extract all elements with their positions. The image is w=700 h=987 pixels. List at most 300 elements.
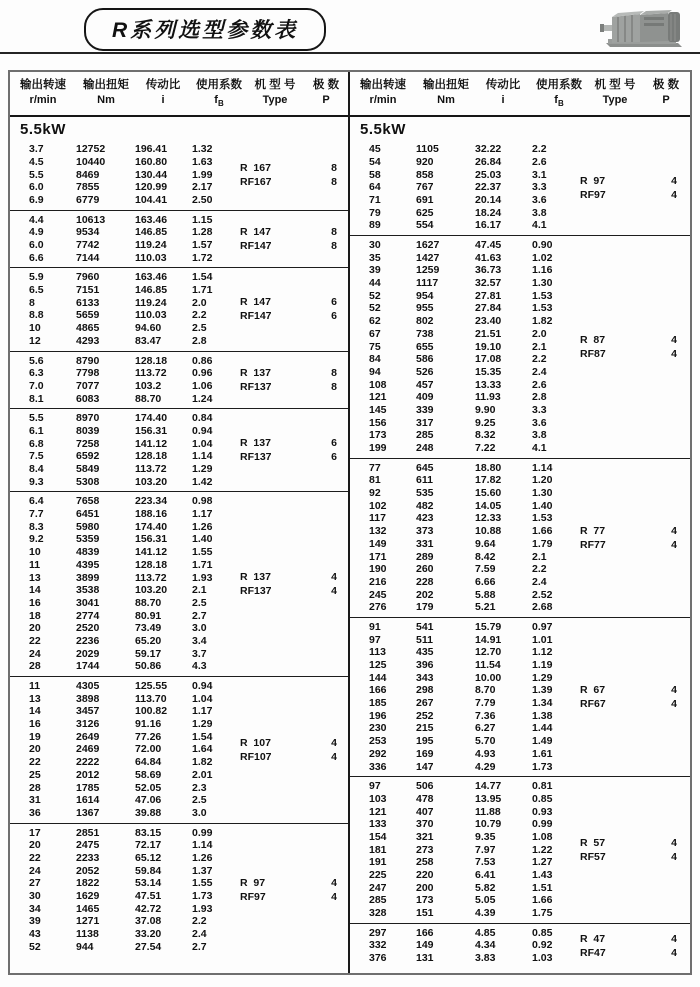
speed-cell: 36 [29,806,41,819]
speed-cell: 13 [29,571,41,584]
model-type-line: R 107 [240,736,271,749]
ratio-cell: 110.03 [135,251,167,264]
speed-cell: 132 [369,525,387,538]
torque-cell: 7960 [76,271,100,284]
speed-cell: 336 [369,760,387,773]
table-row [10,380,348,393]
service-factor-cell: 0.99 [192,826,213,839]
speed-cell: 94 [369,365,381,378]
torque-cell: 373 [416,525,434,538]
pole-count [668,836,680,864]
speed-cell: 156 [369,416,387,429]
torque-cell: 1465 [76,902,100,915]
service-factor-cell: 1.17 [192,705,213,718]
torque-cell: 260 [416,563,434,576]
model-type-line: RF147 [240,310,272,323]
model-type [240,295,272,323]
model-type-line: RF167 [240,175,272,188]
torque-cell: 396 [416,659,434,671]
torque-cell: 179 [416,601,434,614]
col-model [588,78,642,110]
service-factor-cell: 2.17 [192,181,213,194]
service-factor-cell: 1.19 [532,659,553,671]
speed-cell: 113 [369,646,386,659]
table-row [350,646,690,659]
ratio-cell: 88.70 [135,392,162,405]
pole-count-line: 4 [331,877,337,889]
service-factor-cell: 1.15 [192,213,213,226]
torque-cell: 457 [416,378,434,391]
service-factor-cell: 2.7 [192,940,207,953]
model-type [240,876,266,904]
model-type-line: R 97 [240,877,266,889]
service-factor-cell: 1.34 [532,697,553,710]
speed-cell: 166 [369,684,387,697]
torque-cell: 611 [416,474,433,487]
table-row [10,622,348,635]
torque-cell: 423 [416,512,434,525]
torque-cell: 511 [416,633,433,646]
speed-cell: 25 [29,768,41,781]
speed-cell: 84 [369,353,381,366]
torque-cell: 149 [416,939,434,952]
ratio-cell: 26.84 [475,155,502,168]
service-factor-cell: 1.54 [192,730,213,743]
torque-cell: 6083 [76,392,100,405]
model-type [240,366,272,394]
table-row [10,271,348,284]
ratio-cell: 7.22 [475,442,496,454]
pole-count [668,932,680,960]
speed-cell: 6.0 [29,181,44,194]
ratio-cell: 104.41 [135,193,168,206]
speed-cell: 247 [369,881,387,894]
speed-cell: 102 [369,499,387,512]
speed-cell: 171 [369,550,387,563]
table-row [350,551,690,564]
service-factor-cell: 1.99 [192,168,213,181]
model-type [240,736,272,764]
speed-cell: 20 [29,743,41,756]
ratio-cell: 4.39 [475,907,496,920]
service-factor-cell: 1.14 [532,461,553,474]
torque-cell: 220 [416,869,434,881]
pole-count-line: 4 [331,571,337,584]
ratio-group [350,924,690,968]
ratio-cell: 15.79 [475,620,502,633]
torque-cell: 478 [416,792,434,805]
table-row [350,844,690,857]
speed-cell: 245 [369,588,387,601]
speed-cell: 8.3 [29,520,44,533]
table-row [350,442,690,455]
pole-count-line: 4 [671,850,677,863]
torque-cell: 7151 [76,284,100,297]
service-factor-cell: 1.16 [532,264,553,277]
ratio-cell: 17.82 [475,474,502,487]
speed-cell: 64 [369,181,381,194]
ratio-cell: 5.82 [475,881,496,894]
service-factor-cell: 1.55 [192,877,213,890]
speed-cell: 6.3 [29,367,44,380]
model-type-line: RF47 [580,946,606,959]
ratio-cell: 12.33 [475,512,502,525]
speed-cell: 3.7 [29,143,44,156]
ratio-cell: 88.70 [135,596,162,609]
table-row [10,450,348,463]
speed-cell: 230 [369,722,387,735]
service-factor-cell: 2.5 [192,596,207,609]
table-row [350,907,690,920]
model-type-line: RF97 [580,188,606,201]
speed-cell: 43 [29,928,41,941]
ratio-cell: 20.14 [475,193,502,206]
torque-cell: 317 [416,416,434,429]
speed-cell: 6.8 [29,437,44,450]
ratio-cell: 65.12 [135,851,162,864]
pole-count [328,295,340,323]
model-type [240,225,272,253]
model-type-line: RF87 [580,347,606,360]
torque-cell: 955 [416,302,434,315]
table-row [10,367,348,380]
service-factor-cell: 1.29 [532,671,553,684]
torque-cell: 2774 [76,609,100,622]
ratio-group [10,824,348,957]
table-row [10,807,348,820]
service-factor-cell: 1.43 [532,869,553,881]
model-type-line: RF107 [240,750,272,763]
ratio-cell: 7.79 [475,697,496,710]
ratio-cell: 64.84 [135,756,162,769]
service-factor-cell: 1.02 [532,251,553,264]
ratio-cell: 14.77 [475,780,502,793]
table-row [350,894,690,907]
model-type [240,161,272,189]
ratio-cell: 7.53 [475,856,496,869]
model-type-line: RF97 [240,891,266,903]
speed-cell: 7.0 [29,379,44,392]
ratio-cell: 36.73 [475,264,502,277]
ratio-cell: 100.82 [135,705,168,718]
speed-cell: 108 [369,378,387,391]
torque-cell: 1427 [416,251,440,264]
model-type [580,683,606,711]
speed-cell: 27 [29,877,41,890]
ratio-cell: 47.51 [135,890,162,902]
torque-cell: 4865 [76,322,100,335]
model-type-line: R 147 [240,296,271,309]
torque-cell: 228 [416,575,434,588]
ratio-cell: 10.00 [475,671,502,684]
torque-cell: 4305 [76,680,100,692]
ratio-cell: 128.18 [135,558,168,571]
speed-cell: 71 [369,193,381,206]
table-row [350,761,690,774]
speed-cell: 22 [29,851,41,864]
torque-cell: 5308 [76,475,100,488]
model-type [240,570,272,598]
table-row [350,194,690,207]
table-row [350,831,690,844]
service-factor-cell: 2.2 [532,143,547,156]
torque-cell: 3538 [76,584,100,597]
ratio-cell: 14.91 [475,633,502,646]
table-row [350,219,690,232]
ratio-cell: 77.26 [135,730,162,743]
service-factor-cell: 2.6 [532,378,547,391]
ratio-group [350,236,690,459]
pole-count-line: 4 [671,946,677,959]
torque-cell: 3898 [76,692,100,705]
torque-cell: 1367 [76,806,100,819]
speed-cell: 58 [369,168,381,181]
col-model [248,78,302,110]
table-row [10,239,348,252]
model-unit: Type [262,94,288,106]
ratio-cell: 5.88 [475,588,496,601]
table-row [10,852,348,865]
table-row [10,194,348,207]
table-row [10,412,348,425]
table-row [10,680,348,693]
torque-cell: 215 [416,722,434,735]
speed-cell: 173 [369,429,387,442]
table-row [350,869,690,882]
torque-cell: 151 [416,907,434,920]
table-row [10,903,348,916]
table-header-right [350,72,690,117]
table-row [350,290,690,303]
speed-cell: 16 [29,718,41,731]
ratio-cell: 163.46 [135,213,168,226]
ratio-group [10,352,348,410]
service-factor-cell: 2.6 [532,155,547,168]
ratio-cell: 13.33 [475,378,502,391]
service-factor-cell: 1.64 [192,743,213,756]
pole-count-line: 8 [331,366,337,379]
ratio-cell: 15.35 [475,365,502,378]
ratio-cell: 163.46 [135,271,168,284]
table-row [350,500,690,513]
col-service-factor [530,78,588,110]
torque-cell: 5659 [76,309,100,322]
speed-cell: 20 [29,839,41,852]
speed-cell: 10 [29,322,41,335]
torque-cell: 343 [416,671,434,684]
table-row [350,417,690,430]
ratio-cell: 22.37 [475,181,502,194]
table-row [350,341,690,354]
pole-count [328,225,340,253]
service-factor-cell: 1.29 [192,718,213,731]
torque-cell: 339 [416,403,434,416]
model-type [580,333,606,361]
torque-cell: 1105 [416,143,439,156]
model-type [580,174,606,202]
ratio-cell: 21.51 [475,327,502,340]
table-row [350,525,690,538]
service-factor-cell: 1.51 [532,881,553,894]
table-row [10,546,348,559]
table-row [350,952,690,965]
torque-cell: 1271 [76,915,100,928]
speed-cell: 97 [369,780,381,793]
service-factor-cell: 1.61 [532,747,553,760]
table-row [10,533,348,546]
service-factor-cell: 3.1 [532,168,547,181]
model-type-line: R 137 [240,571,271,584]
service-factor-cell: 1.49 [532,735,553,748]
service-factor-cell: 1.93 [192,571,213,584]
col-output-speed [350,78,416,110]
torque-cell: 10440 [76,155,106,168]
table-row [350,818,690,831]
torque-cell: 10613 [76,213,106,226]
service-factor-cell: 0.92 [532,939,553,952]
service-factor-label: 使用系数 [536,79,582,91]
col-poles [642,78,690,110]
torque-cell: 691 [416,193,434,206]
torque-cell: 526 [416,365,434,378]
speed-cell: 8.4 [29,463,44,475]
table-row [10,355,348,368]
service-factor-cell: 2.1 [532,550,547,563]
table-row [10,731,348,744]
pole-count-line: 8 [331,226,337,238]
service-factor-cell: 1.04 [192,692,213,705]
pole-count-line: 6 [331,451,337,464]
pole-count [328,436,340,464]
service-factor-cell: 1.27 [532,856,553,869]
speed-cell: 31 [29,794,41,807]
torque-cell: 3126 [76,718,100,731]
speed-cell: 24 [29,864,41,877]
service-factor-cell: 3.4 [192,634,207,647]
table-row [350,207,690,220]
torque-cell: 1117 [416,277,439,290]
speed-cell: 7.7 [29,508,44,521]
torque-cell: 3899 [76,571,100,584]
speed-cell: 199 [369,442,387,454]
service-factor-cell: 1.71 [192,558,213,571]
table-row [10,794,348,807]
speed-cell: 133 [369,818,387,831]
service-factor-cell: 2.68 [532,601,553,614]
table-row [10,393,348,406]
pole-count-line: 4 [671,333,677,346]
torque-cell: 409 [416,391,434,404]
pole-count-line: 4 [671,347,677,360]
ratio-cell: 10.79 [475,818,502,831]
speed-cell: 6.0 [29,239,44,251]
ratio-cell: 7.59 [475,563,496,576]
torque-cell: 258 [416,856,434,869]
torque-cell: 3041 [76,596,100,609]
ratio-group [350,140,690,236]
service-factor-cell: 0.81 [532,780,553,793]
torque-cell: 944 [76,940,94,953]
torque-cell: 7658 [76,495,100,508]
torque-cell: 6451 [76,508,100,521]
poles-unit: P [662,94,670,106]
service-factor-cell: 0.94 [192,424,213,437]
model-type [580,932,606,960]
table-header-left [10,72,348,117]
speed-cell: 4.4 [29,213,44,226]
model-type [580,836,606,864]
service-factor-cell: 1.73 [532,760,553,773]
table-row [10,181,348,194]
ratio-cell: 16.17 [475,219,502,232]
service-factor-cell: 1.03 [532,952,553,965]
table-row [10,559,348,572]
model-type [240,436,272,464]
pole-count-line: 6 [331,296,337,309]
table-row [350,391,690,404]
ratio-cell: 156.31 [135,424,168,437]
ratio-cell: 7.36 [475,709,496,722]
service-factor-cell: 3.8 [532,206,547,219]
torque-cell: 6779 [76,193,100,206]
table-row [350,474,690,487]
service-factor-cell: 0.90 [532,239,553,251]
service-factor-unit: $f_B$ [554,94,564,109]
ratio-cell: 130.44 [135,168,168,181]
torque-cell: 3457 [76,705,100,718]
torque-cell: 2475 [76,839,100,852]
ratio-cell: 160.80 [135,155,168,168]
speed-cell: 332 [369,939,387,952]
model-type-line: R 97 [580,174,606,187]
service-factor-cell: 1.04 [192,437,213,450]
ratio-cell: 27.81 [475,289,502,302]
ratio-cell: 39.88 [135,806,162,819]
pole-count-line: 4 [671,836,677,849]
ratio-cell: 27.84 [475,302,502,315]
service-factor-cell: 0.94 [192,680,213,692]
poles-label: 极 数 [652,79,680,91]
table-row [350,684,690,697]
table-row [10,495,348,508]
service-factor-cell: 1.39 [532,684,553,697]
torque-cell: 645 [416,461,434,474]
torque-cell: 625 [416,206,434,219]
service-factor-cell: 0.85 [532,926,553,939]
speed-cell: 121 [369,805,387,818]
ratio-group [10,409,348,492]
torque-cell: 4293 [76,334,100,347]
service-factor-cell: 1.82 [532,315,553,328]
pole-count-line: 4 [671,188,677,201]
torque-cell: 5849 [76,463,100,475]
torque-cell: 2649 [76,730,100,743]
service-factor-cell: 1.30 [532,277,553,290]
service-factor-cell: 2.0 [532,327,547,340]
service-factor-cell: 2.3 [192,781,207,794]
ratio-cell: 4.34 [475,939,496,952]
table-row [350,589,690,602]
service-factor-cell: 1.08 [532,830,553,843]
speed-cell: 5.6 [29,354,44,367]
speed-cell: 28 [29,781,41,794]
ratio-cell: 120.99 [135,181,168,194]
speed-cell: 149 [369,537,387,550]
ratio-cell: 8.42 [475,550,496,563]
service-factor-cell: 2.1 [192,584,207,597]
table-row [350,181,690,194]
speed-cell: 5.5 [29,168,44,181]
